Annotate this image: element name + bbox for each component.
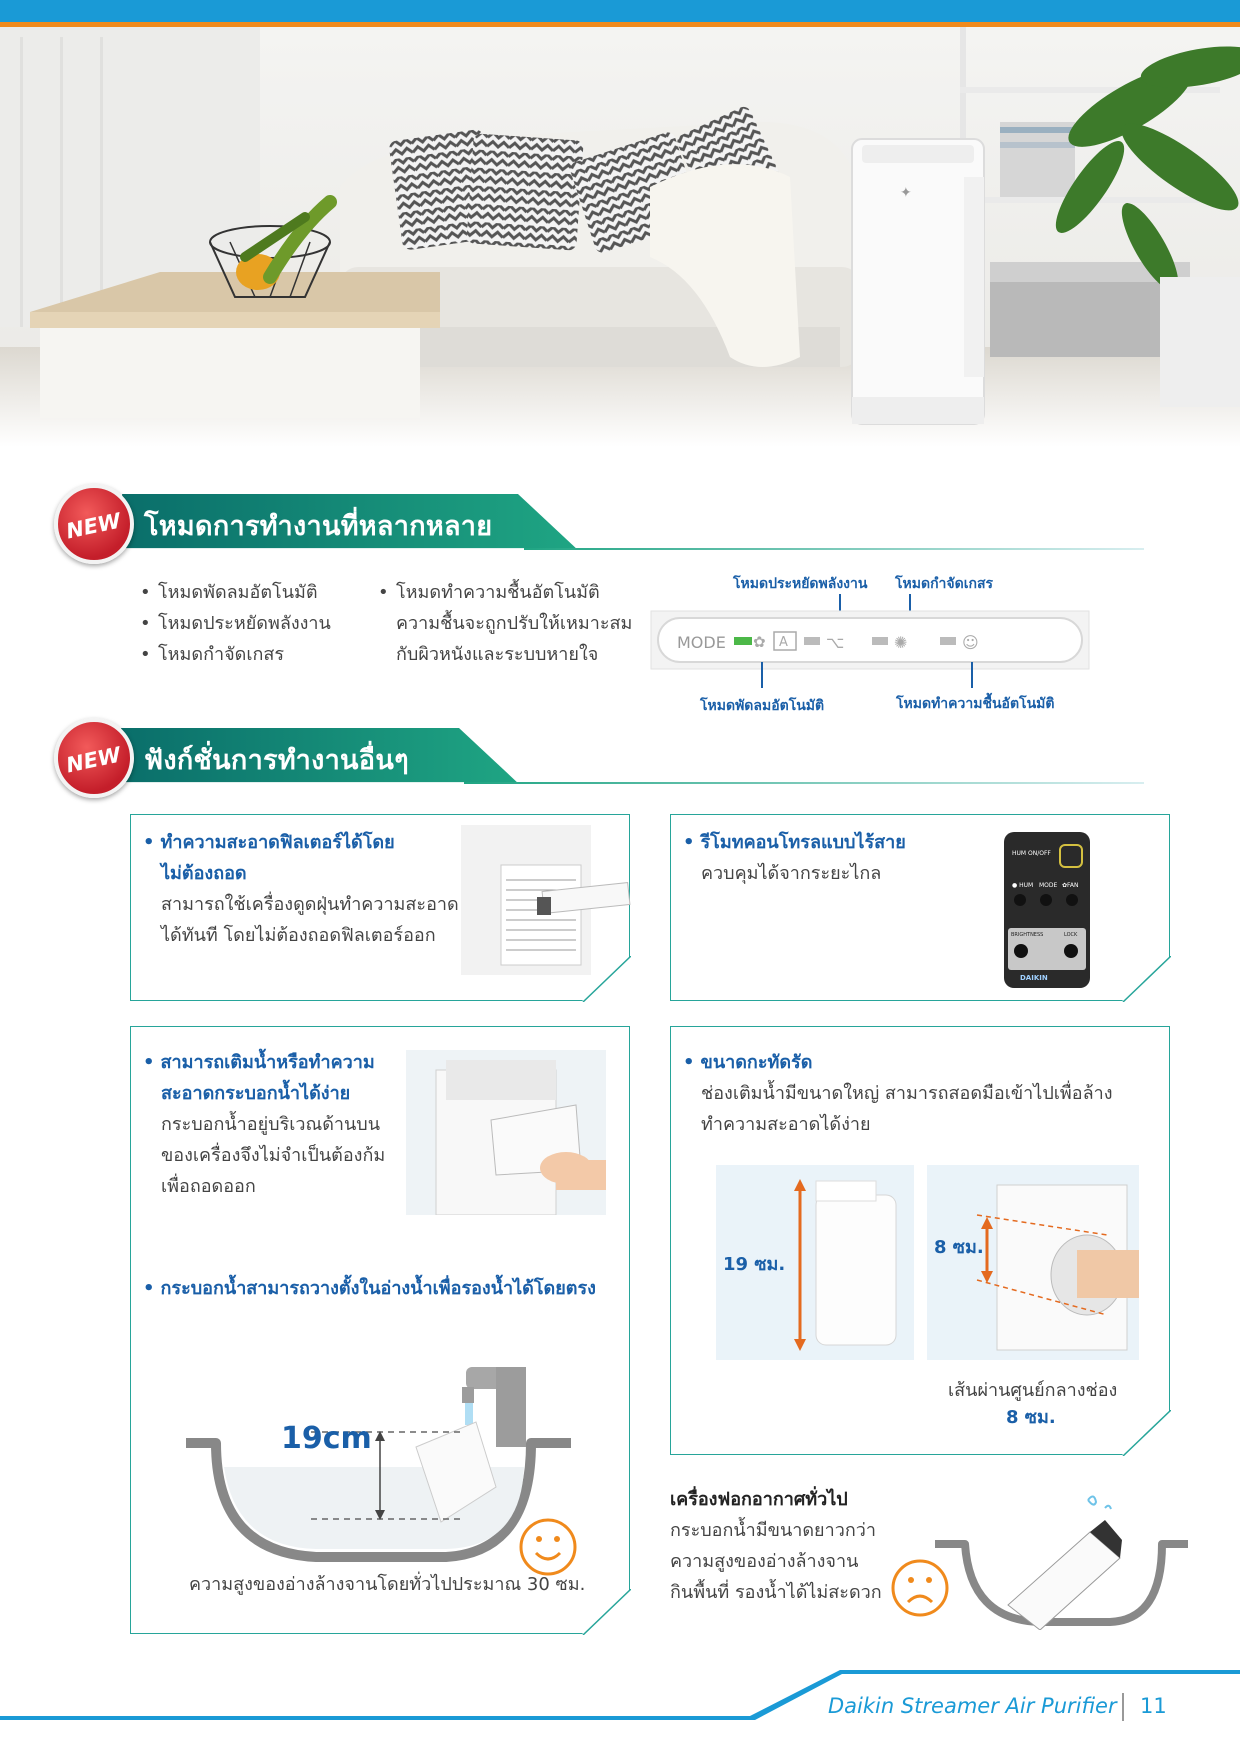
card-corner [581, 956, 631, 1002]
card-heading: ขนาดกะทัดรัด [700, 1052, 813, 1073]
modes-list-left [140, 577, 331, 670]
section-functions-header [54, 718, 1144, 804]
power-button [1059, 844, 1083, 868]
card-water-tank [130, 1026, 630, 1634]
label-fan: โหมดพัดลมอัตโนมัติ [700, 698, 825, 714]
card-body: สามารถใช้เครื่องดูดฝุ่นทำความสะอาด [161, 894, 459, 915]
section-title: ฟังก์ชั่นการทำงานอื่นๆ [144, 745, 409, 776]
card-remote [670, 814, 1170, 1001]
card-heading: กระบอกน้ำสามารถวางตั้งในอ่างน้ำเพื่อรองน้ำได้โดยตรง [160, 1278, 596, 1299]
remote-button [1014, 894, 1026, 906]
list-item: • โหมดกำจัดเกสร [140, 639, 331, 670]
remote-label: MODE [1039, 882, 1058, 889]
remote-brand: DAIKIN [1020, 974, 1048, 982]
general-body: กินพื้นที่ รองน้ำได้ไม่สะดวก [670, 1582, 882, 1603]
sink-height-label: 19cm [281, 1421, 372, 1456]
list-item: • โหมดทำความชื้นอัตโนมัติ [378, 577, 600, 608]
card-heading: รีโมทคอนโทรลแบบไร้สาย [700, 832, 906, 853]
tank-height-label: 19 ซม. [723, 1254, 786, 1275]
card-corner [1121, 1410, 1171, 1456]
remote-label: LOCK [1064, 932, 1078, 938]
bullet-dot: • [143, 1278, 155, 1299]
card-body: ควบคุมได้จากระยะไกล [701, 863, 882, 884]
card-corner [1121, 956, 1171, 1002]
footer-brand: Daikin Streamer Air Purifier [828, 1694, 1117, 1718]
modes-list-right [378, 577, 600, 608]
remote-label: FAN [1067, 882, 1079, 889]
humid-desc-line: กับผิวหนังและระบบหายใจ [396, 644, 599, 665]
bullet-dot: • [143, 832, 155, 853]
card-heading: สามารถเติมน้ำหรือทำความ [160, 1052, 375, 1073]
remote-button [1014, 944, 1028, 958]
card-body: ได้ทันที โดยไม่ต้องถอดฟิลเตอร์ออก [161, 925, 436, 946]
label-humid: โหมดทำความชื้นอัตโนมัติ [896, 696, 1055, 712]
tank-opening-image [927, 1165, 1139, 1360]
svg-text:⌥: ⌥ [826, 633, 845, 652]
svg-text:☺: ☺ [962, 633, 979, 652]
card-heading: ทำความสะอาดฟิลเตอร์ได้โดย [160, 832, 395, 853]
new-badge: NEW [54, 718, 134, 798]
general-purifier-note [670, 1484, 882, 1608]
leader-line [761, 662, 763, 688]
card-body: กระบอกน้ำอยู่บริเวณด้านบน [161, 1114, 381, 1135]
svg-text:✦: ✦ [900, 185, 912, 201]
list-item: • โหมดประหยัดพลังงาน [140, 608, 331, 639]
water-tank-image [406, 1050, 606, 1215]
general-body: ความสูงของอ่างล้างจาน [670, 1551, 859, 1572]
remote-label: BRIGHTNESS [1011, 932, 1044, 938]
panel-mode-label: MODE [677, 633, 726, 652]
remote-button [1066, 894, 1078, 906]
card-body: ของเครื่องจึงไม่จำเป็นต้องก้ม [161, 1145, 386, 1166]
card-heading: ไม่ต้องถอด [161, 863, 247, 884]
bullet-dot: • [683, 1052, 695, 1073]
section-rule [464, 782, 1144, 784]
general-sink-diagram [890, 1480, 1220, 1630]
new-badge: NEW [54, 484, 134, 564]
general-heading: เครื่องฟอกอากาศทั่วไป [670, 1489, 848, 1510]
label-pollen: โหมดกำจัดเกสร [895, 576, 994, 592]
section-title: โหมดการทำงานที่หลากหลาย [144, 511, 493, 542]
general-body: กระบอกน้ำมีขนาดยาวกว่า [670, 1520, 876, 1541]
section-modes-header [54, 484, 1144, 570]
card-body: ทำความสะอาดได้ง่าย [701, 1114, 871, 1135]
opening-caption-value: 8 ซม. [1006, 1407, 1056, 1428]
tank-opening-label: 8 ซม. [934, 1237, 984, 1258]
remote-label: HUM [1019, 882, 1034, 889]
svg-text:A: A [779, 635, 788, 650]
card-body: เพื่อถอดออก [161, 1176, 256, 1197]
opening-caption: เส้นผ่านศูนย์กลางช่อง [948, 1380, 1118, 1401]
svg-text:✿: ✿ [753, 633, 766, 651]
section-rule [524, 548, 1144, 550]
bullet-dot: • [683, 832, 695, 853]
leader-line [971, 662, 973, 688]
remote-label: HUM ON/OFF [1012, 850, 1051, 857]
sink-diagram [176, 1327, 596, 1577]
svg-text:✺: ✺ [894, 633, 908, 652]
hero-living-room-image [0, 27, 1240, 447]
card-corner [581, 1589, 631, 1635]
label-energy: โหมดประหยัดพลังงาน [733, 576, 868, 592]
remote-button [1040, 894, 1052, 906]
footer-separator [1122, 1693, 1124, 1721]
card-body: ช่องเติมน้ำมีขนาดใหญ่ สามารถสอดมือเข้าไปเพื่อล้าง [701, 1083, 1113, 1104]
bullet-dot: • [143, 1052, 155, 1073]
top-blue-bar [0, 0, 1240, 22]
list-item: • โหมดพัดลมอัตโนมัติ [140, 577, 331, 608]
card-heading: สะอาดกระบอกน้ำได้ง่าย [161, 1083, 351, 1104]
page-number: 11 [1140, 1694, 1167, 1718]
remote-button [1064, 944, 1078, 958]
card-compact [670, 1026, 1170, 1455]
sink-caption: ความสูงของอ่างล้างจานโดยทั่วไปประมาณ 30 ซม. [189, 1574, 586, 1595]
remote-control-image: HUM ON/OFF ● HUM MODE ✿FAN BRIGHTNESS LOCK DAIKIN [1004, 832, 1090, 988]
card-filter-cleaning [130, 814, 630, 1001]
humid-desc-line: ความชื้นจะถูกปรับให้เหมาะสม [396, 613, 633, 634]
mode-panel-diagram [650, 570, 1090, 714]
filter-vacuum-image [461, 825, 631, 975]
